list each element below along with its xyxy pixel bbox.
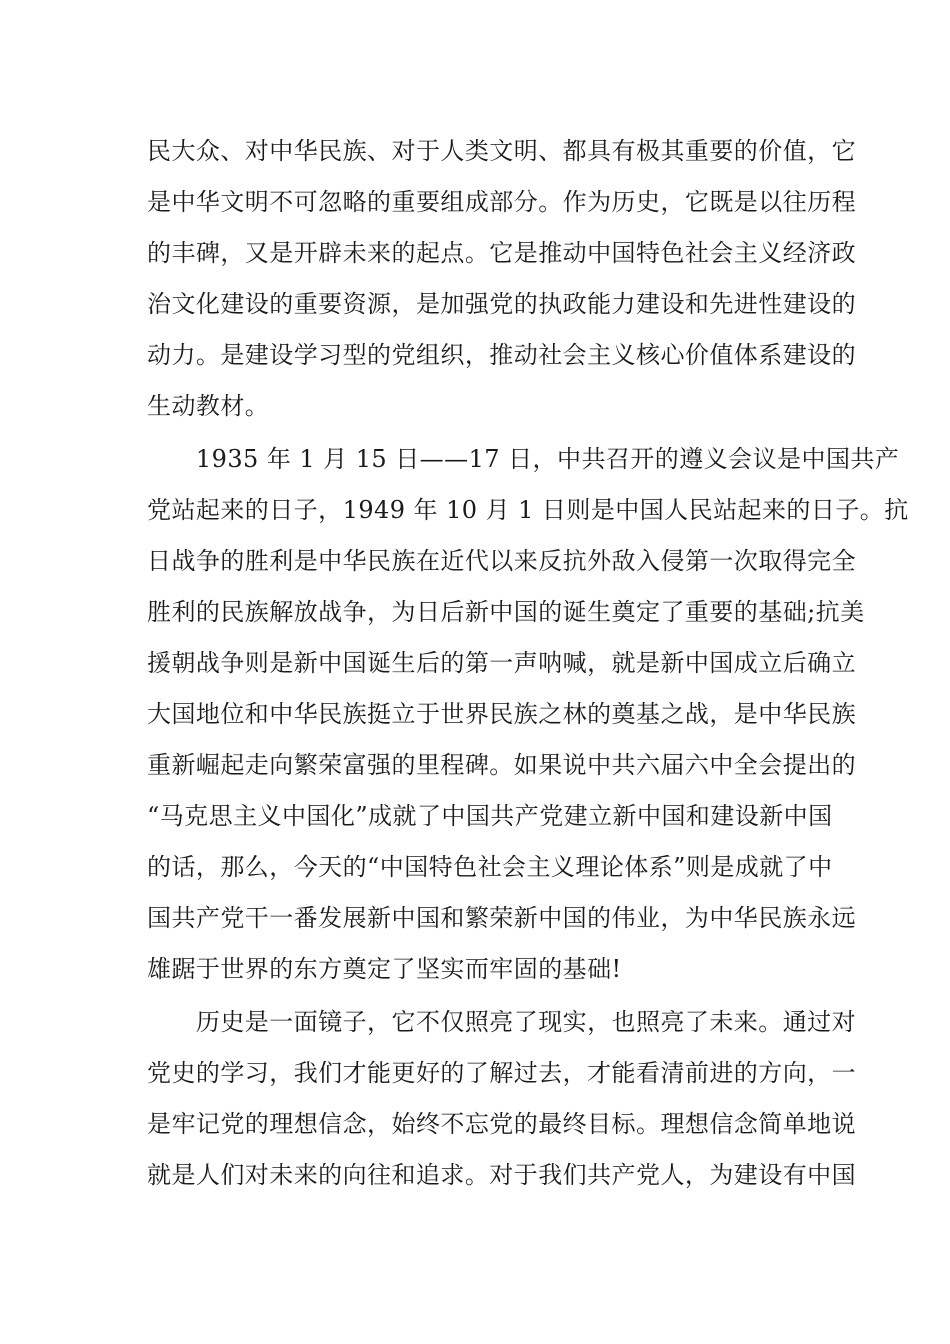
text-line: 援朝战争则是新中国诞生后的第一声呐喊，就是新中国成立后确立 — [147, 649, 857, 677]
text-line: 是牢记党的理想信念，始终不忘党的最终目标。理想信念简单地说 — [147, 1110, 857, 1138]
text-line: 雄踞于世界的东方奠定了坚实而牢固的基础! — [147, 955, 622, 983]
text-line: 就是人们对未来的向往和追求。对于我们共产党人，为建设有中国 — [147, 1161, 857, 1189]
paragraph-3 — [147, 997, 856, 1201]
text-line: 治文化建设的重要资源，是加强党的执政能力建设和先进性建设的 — [147, 290, 857, 318]
paragraph-2 — [147, 434, 909, 995]
text-line: 的丰碑，又是开辟未来的起点。它是推动中国特色社会主义经济政 — [147, 239, 857, 267]
text-line: 国共产党干一番发展新中国和繁荣新中国的伟业，为中华民族永远 — [147, 904, 857, 932]
text-line: 的话，那么，今天的“中国特色社会主义理论体系”则是成就了中 — [147, 853, 833, 881]
text-line: 历史是一面镜子，它不仅照亮了现实，也照亮了未来。通过对 — [147, 1008, 857, 1036]
paragraph-1 — [147, 126, 856, 432]
text-line: 日战争的胜利是中华民族在近代以来反抗外敌入侵第一次取得完全 — [147, 547, 857, 575]
text-line: 动力。是建设学习型的党组织，推动社会主义核心价值体系建设的 — [147, 341, 857, 369]
text-line: 民大众、对中华民族、对于人类文明、都具有极其重要的价值，它 — [147, 137, 857, 165]
text-line: 党史的学习，我们才能更好的了解过去，才能看清前进的方向，一 — [147, 1059, 857, 1087]
text-line: 胜利的民族解放战争，为日后新中国的诞生奠定了重要的基础;抗美 — [147, 598, 865, 626]
text-line: 生动教材。 — [147, 392, 270, 420]
text-line: 1935 年 1 月 15 日——17 日，中共召开的遵义会议是中国共产 — [147, 445, 900, 473]
text-line: 重新崛起走向繁荣富强的里程碑。如果说中共六届六中全会提出的 — [147, 751, 857, 779]
text-line: “马克思主义中国化”成就了中国共产党建立新中国和建设新中国 — [147, 802, 833, 830]
text-line: 党站起来的日子，1949 年 10 月 1 日则是中国人民站起来的日子。抗 — [147, 496, 909, 524]
text-line: 是中华文明不可忽略的重要组成部分。作为历史，它既是以往历程 — [147, 188, 857, 216]
text-line: 大国地位和中华民族挺立于世界民族之林的奠基之战，是中华民族 — [147, 700, 857, 728]
